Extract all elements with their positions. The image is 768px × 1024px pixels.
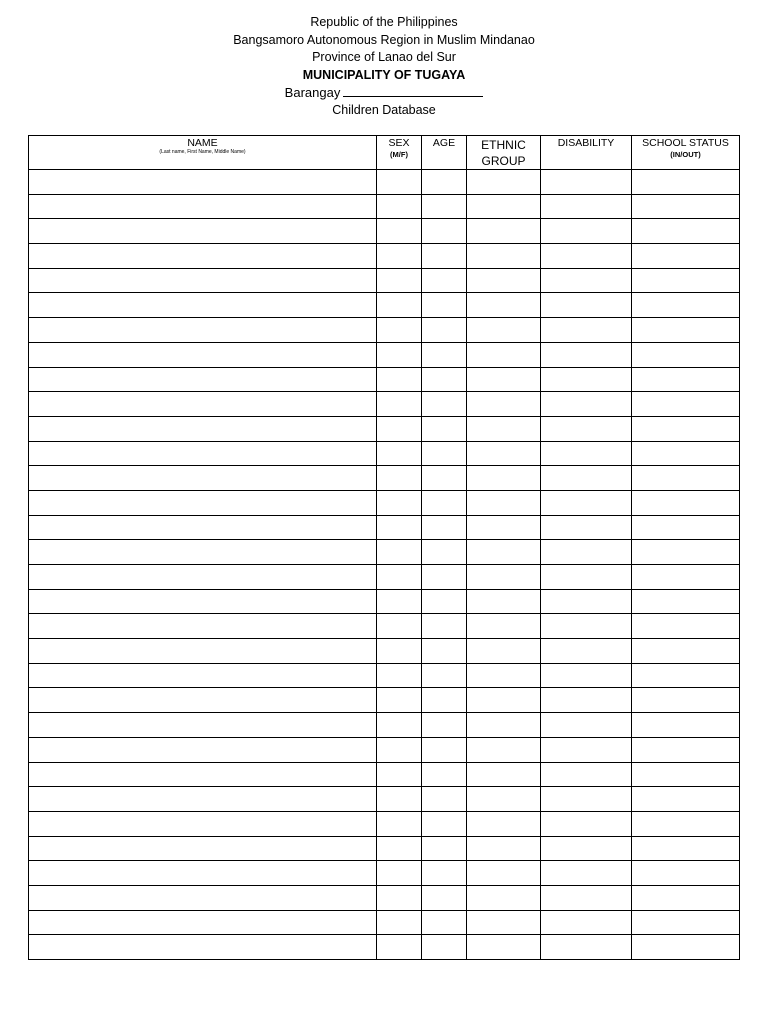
cell-disability[interactable]: [541, 194, 632, 219]
table-row: [29, 787, 740, 812]
cell-school-status[interactable]: [632, 811, 740, 836]
cell-name[interactable]: [29, 935, 377, 960]
cell-ethnic-group[interactable]: [467, 392, 541, 417]
cell-age[interactable]: [422, 416, 467, 441]
ethnic-header-line1: ETHNIC: [481, 138, 526, 152]
cell-school-status[interactable]: [632, 268, 740, 293]
header-region: Bangsamoro Autonomous Region in Muslim Mindanao: [233, 32, 535, 47]
cell-ethnic-group[interactable]: [467, 935, 541, 960]
cell-disability[interactable]: [541, 589, 632, 614]
table-row: [29, 219, 740, 244]
cell-sex[interactable]: [377, 663, 422, 688]
cell-age[interactable]: [422, 342, 467, 367]
cell-name[interactable]: [29, 416, 377, 441]
name-header-sublabel: (Last name, First Name, Middle Name): [159, 149, 246, 155]
cell-school-status[interactable]: [632, 441, 740, 466]
cell-disability[interactable]: [541, 713, 632, 738]
cell-disability[interactable]: [541, 614, 632, 639]
cell-ethnic-group[interactable]: [467, 293, 541, 318]
cell-age[interactable]: [422, 935, 467, 960]
cell-name[interactable]: [29, 342, 377, 367]
cell-school-status[interactable]: [632, 367, 740, 392]
cell-disability[interactable]: [541, 910, 632, 935]
column-header-ethnic-group: [467, 136, 541, 170]
cell-disability[interactable]: [541, 342, 632, 367]
cell-sex[interactable]: [377, 589, 422, 614]
cell-ethnic-group[interactable]: [467, 836, 541, 861]
cell-name[interactable]: [29, 318, 377, 343]
cell-age[interactable]: [422, 737, 467, 762]
table-row: [29, 367, 740, 392]
cell-ethnic-group[interactable]: [467, 194, 541, 219]
cell-ethnic-group[interactable]: [467, 688, 541, 713]
cell-sex[interactable]: [377, 935, 422, 960]
table-row: [29, 170, 740, 195]
table-row: [29, 268, 740, 293]
cell-school-status[interactable]: [632, 318, 740, 343]
table-row: [29, 713, 740, 738]
cell-ethnic-group[interactable]: [467, 170, 541, 195]
cell-sex[interactable]: [377, 318, 422, 343]
cell-disability[interactable]: [541, 170, 632, 195]
cell-ethnic-group[interactable]: [467, 811, 541, 836]
cell-name[interactable]: [29, 490, 377, 515]
cell-disability[interactable]: [541, 515, 632, 540]
cell-ethnic-group[interactable]: [467, 787, 541, 812]
cell-ethnic-group[interactable]: [467, 713, 541, 738]
cell-name[interactable]: [29, 268, 377, 293]
table-row: [29, 515, 740, 540]
age-header-label: AGE: [432, 137, 456, 149]
cell-ethnic-group[interactable]: [467, 268, 541, 293]
cell-age[interactable]: [422, 170, 467, 195]
cell-age[interactable]: [422, 490, 467, 515]
school-status-header-sublabel: (IN/OUT): [670, 150, 701, 159]
cell-sex[interactable]: [377, 836, 422, 861]
cell-school-status[interactable]: [632, 910, 740, 935]
cell-ethnic-group[interactable]: [467, 639, 541, 664]
cell-age[interactable]: [422, 885, 467, 910]
cell-age[interactable]: [422, 540, 467, 565]
cell-sex[interactable]: [377, 441, 422, 466]
table-row: [29, 836, 740, 861]
cell-sex[interactable]: [377, 614, 422, 639]
cell-age[interactable]: [422, 614, 467, 639]
cell-school-status[interactable]: [632, 540, 740, 565]
table-row: [29, 318, 740, 343]
cell-name[interactable]: [29, 861, 377, 886]
cell-ethnic-group[interactable]: [467, 589, 541, 614]
cell-name[interactable]: [29, 466, 377, 491]
cell-disability[interactable]: [541, 268, 632, 293]
cell-age[interactable]: [422, 244, 467, 269]
cell-sex[interactable]: [377, 490, 422, 515]
column-header-school-status: [632, 136, 740, 170]
cell-age[interactable]: [422, 811, 467, 836]
cell-school-status[interactable]: [632, 219, 740, 244]
document-header: [0, 14, 768, 119]
cell-sex[interactable]: [377, 688, 422, 713]
cell-sex[interactable]: [377, 762, 422, 787]
table-row: [29, 392, 740, 417]
cell-name[interactable]: [29, 614, 377, 639]
cell-name[interactable]: [29, 441, 377, 466]
cell-name[interactable]: [29, 367, 377, 392]
cell-age[interactable]: [422, 367, 467, 392]
cell-school-status[interactable]: [632, 935, 740, 960]
cell-disability[interactable]: [541, 367, 632, 392]
cell-name[interactable]: [29, 737, 377, 762]
column-header-sex: [377, 136, 422, 170]
cell-age[interactable]: [422, 392, 467, 417]
cell-ethnic-group[interactable]: [467, 737, 541, 762]
cell-age[interactable]: [422, 910, 467, 935]
cell-sex[interactable]: [377, 565, 422, 590]
cell-name[interactable]: [29, 170, 377, 195]
cell-disability[interactable]: [541, 466, 632, 491]
disability-header-label: DISABILITY: [557, 137, 615, 149]
header-municipality: MUNICIPALITY OF TUGAYA: [302, 67, 466, 82]
cell-ethnic-group[interactable]: [467, 540, 541, 565]
cell-school-status[interactable]: [632, 639, 740, 664]
cell-school-status[interactable]: [632, 244, 740, 269]
table-row: [29, 663, 740, 688]
cell-name[interactable]: [29, 688, 377, 713]
cell-age[interactable]: [422, 466, 467, 491]
cell-school-status[interactable]: [632, 342, 740, 367]
cell-disability[interactable]: [541, 219, 632, 244]
cell-name[interactable]: [29, 194, 377, 219]
cell-school-status[interactable]: [632, 713, 740, 738]
cell-age[interactable]: [422, 639, 467, 664]
cell-age[interactable]: [422, 762, 467, 787]
table-row: [29, 885, 740, 910]
table-row: [29, 540, 740, 565]
cell-sex[interactable]: [377, 737, 422, 762]
cell-name[interactable]: [29, 392, 377, 417]
cell-age[interactable]: [422, 688, 467, 713]
cell-sex[interactable]: [377, 787, 422, 812]
cell-sex[interactable]: [377, 861, 422, 886]
cell-name[interactable]: [29, 910, 377, 935]
cell-age[interactable]: [422, 194, 467, 219]
cell-name[interactable]: [29, 836, 377, 861]
cell-ethnic-group[interactable]: [467, 663, 541, 688]
cell-ethnic-group[interactable]: [467, 762, 541, 787]
cell-name[interactable]: [29, 515, 377, 540]
cell-sex[interactable]: [377, 885, 422, 910]
table-row: [29, 342, 740, 367]
cell-ethnic-group[interactable]: [467, 367, 541, 392]
cell-disability[interactable]: [541, 293, 632, 318]
table-row: [29, 811, 740, 836]
cell-name[interactable]: [29, 589, 377, 614]
cell-sex[interactable]: [377, 639, 422, 664]
cell-disability[interactable]: [541, 416, 632, 441]
cell-school-status[interactable]: [632, 737, 740, 762]
cell-sex[interactable]: [377, 515, 422, 540]
cell-school-status[interactable]: [632, 861, 740, 886]
column-header-name: [29, 136, 377, 170]
cell-school-status[interactable]: [632, 392, 740, 417]
cell-ethnic-group[interactable]: [467, 219, 541, 244]
cell-disability[interactable]: [541, 688, 632, 713]
cell-ethnic-group[interactable]: [467, 515, 541, 540]
school-status-header-label: SCHOOL STATUS: [642, 137, 729, 149]
cell-school-status[interactable]: [632, 836, 740, 861]
cell-disability[interactable]: [541, 737, 632, 762]
cell-school-status[interactable]: [632, 515, 740, 540]
table-body: [29, 170, 740, 960]
cell-disability[interactable]: [541, 490, 632, 515]
cell-school-status[interactable]: [632, 688, 740, 713]
cell-school-status[interactable]: [632, 663, 740, 688]
cell-sex[interactable]: [377, 713, 422, 738]
cell-school-status[interactable]: [632, 614, 740, 639]
cell-disability[interactable]: [541, 392, 632, 417]
cell-school-status[interactable]: [632, 589, 740, 614]
ethnic-header-line2: GROUP: [481, 154, 526, 168]
cell-disability[interactable]: [541, 935, 632, 960]
cell-sex[interactable]: [377, 466, 422, 491]
cell-name[interactable]: [29, 639, 377, 664]
cell-age[interactable]: [422, 318, 467, 343]
cell-sex[interactable]: [377, 811, 422, 836]
barangay-blank-line[interactable]: [343, 84, 483, 97]
cell-ethnic-group[interactable]: [467, 565, 541, 590]
cell-disability[interactable]: [541, 244, 632, 269]
cell-ethnic-group[interactable]: [467, 614, 541, 639]
cell-disability[interactable]: [541, 836, 632, 861]
cell-age[interactable]: [422, 861, 467, 886]
cell-sex[interactable]: [377, 219, 422, 244]
cell-name[interactable]: [29, 663, 377, 688]
header-database-title: Children Database: [332, 102, 436, 117]
cell-school-status[interactable]: [632, 416, 740, 441]
table-header-row: [29, 136, 740, 170]
cell-sex[interactable]: [377, 194, 422, 219]
table-row: [29, 910, 740, 935]
cell-sex[interactable]: [377, 910, 422, 935]
cell-age[interactable]: [422, 787, 467, 812]
cell-school-status[interactable]: [632, 565, 740, 590]
cell-name[interactable]: [29, 244, 377, 269]
header-province: Province of Lanao del Sur: [312, 50, 456, 64]
header-republic: Republic of the Philippines: [310, 15, 458, 29]
cell-school-status[interactable]: [632, 885, 740, 910]
sex-header-sublabel: (M/F): [390, 150, 408, 159]
cell-age[interactable]: [422, 589, 467, 614]
cell-school-status[interactable]: [632, 293, 740, 318]
cell-age[interactable]: [422, 219, 467, 244]
cell-sex[interactable]: [377, 392, 422, 417]
table-row: [29, 935, 740, 960]
cell-disability[interactable]: [541, 565, 632, 590]
sex-header-label: SEX: [388, 137, 410, 149]
cell-ethnic-group[interactable]: [467, 416, 541, 441]
column-header-age: [422, 136, 467, 170]
cell-ethnic-group[interactable]: [467, 342, 541, 367]
table-row: [29, 490, 740, 515]
cell-name[interactable]: [29, 885, 377, 910]
cell-disability[interactable]: [541, 639, 632, 664]
table-row: [29, 466, 740, 491]
cell-disability[interactable]: [541, 861, 632, 886]
cell-ethnic-group[interactable]: [467, 885, 541, 910]
children-database-table: [28, 135, 740, 960]
barangay-label: Barangay: [284, 85, 341, 100]
cell-ethnic-group[interactable]: [467, 910, 541, 935]
cell-age[interactable]: [422, 836, 467, 861]
table-row: [29, 293, 740, 318]
cell-school-status[interactable]: [632, 490, 740, 515]
cell-disability[interactable]: [541, 885, 632, 910]
cell-school-status[interactable]: [632, 787, 740, 812]
table-row: [29, 244, 740, 269]
cell-ethnic-group[interactable]: [467, 318, 541, 343]
column-header-disability: [541, 136, 632, 170]
cell-disability[interactable]: [541, 787, 632, 812]
cell-disability[interactable]: [541, 441, 632, 466]
table-row: [29, 737, 740, 762]
cell-disability[interactable]: [541, 540, 632, 565]
cell-age[interactable]: [422, 293, 467, 318]
table-row: [29, 441, 740, 466]
cell-name[interactable]: [29, 787, 377, 812]
table-row: [29, 639, 740, 664]
cell-name[interactable]: [29, 540, 377, 565]
cell-sex[interactable]: [377, 170, 422, 195]
cell-name[interactable]: [29, 565, 377, 590]
cell-sex[interactable]: [377, 540, 422, 565]
cell-disability[interactable]: [541, 762, 632, 787]
table-row: [29, 194, 740, 219]
cell-sex[interactable]: [377, 244, 422, 269]
cell-name[interactable]: [29, 762, 377, 787]
cell-sex[interactable]: [377, 293, 422, 318]
table-row: [29, 565, 740, 590]
cell-school-status[interactable]: [632, 170, 740, 195]
table-row: [29, 614, 740, 639]
cell-sex[interactable]: [377, 342, 422, 367]
table-row: [29, 416, 740, 441]
cell-name[interactable]: [29, 713, 377, 738]
cell-name[interactable]: [29, 219, 377, 244]
cell-ethnic-group[interactable]: [467, 441, 541, 466]
cell-disability[interactable]: [541, 663, 632, 688]
cell-ethnic-group[interactable]: [467, 244, 541, 269]
cell-school-status[interactable]: [632, 762, 740, 787]
cell-age[interactable]: [422, 565, 467, 590]
header-barangay: [0, 84, 768, 102]
cell-school-status[interactable]: [632, 194, 740, 219]
table-row: [29, 589, 740, 614]
cell-disability[interactable]: [541, 318, 632, 343]
cell-age[interactable]: [422, 268, 467, 293]
cell-sex[interactable]: [377, 268, 422, 293]
cell-ethnic-group[interactable]: [467, 466, 541, 491]
cell-school-status[interactable]: [632, 466, 740, 491]
cell-disability[interactable]: [541, 811, 632, 836]
table-row: [29, 762, 740, 787]
cell-name[interactable]: [29, 293, 377, 318]
table-row: [29, 688, 740, 713]
cell-ethnic-group[interactable]: [467, 490, 541, 515]
cell-age[interactable]: [422, 713, 467, 738]
name-header-label: NAME: [187, 137, 218, 149]
cell-age[interactable]: [422, 515, 467, 540]
cell-sex[interactable]: [377, 367, 422, 392]
cell-name[interactable]: [29, 811, 377, 836]
cell-sex[interactable]: [377, 416, 422, 441]
cell-ethnic-group[interactable]: [467, 861, 541, 886]
table-row: [29, 861, 740, 886]
cell-age[interactable]: [422, 663, 467, 688]
cell-age[interactable]: [422, 441, 467, 466]
